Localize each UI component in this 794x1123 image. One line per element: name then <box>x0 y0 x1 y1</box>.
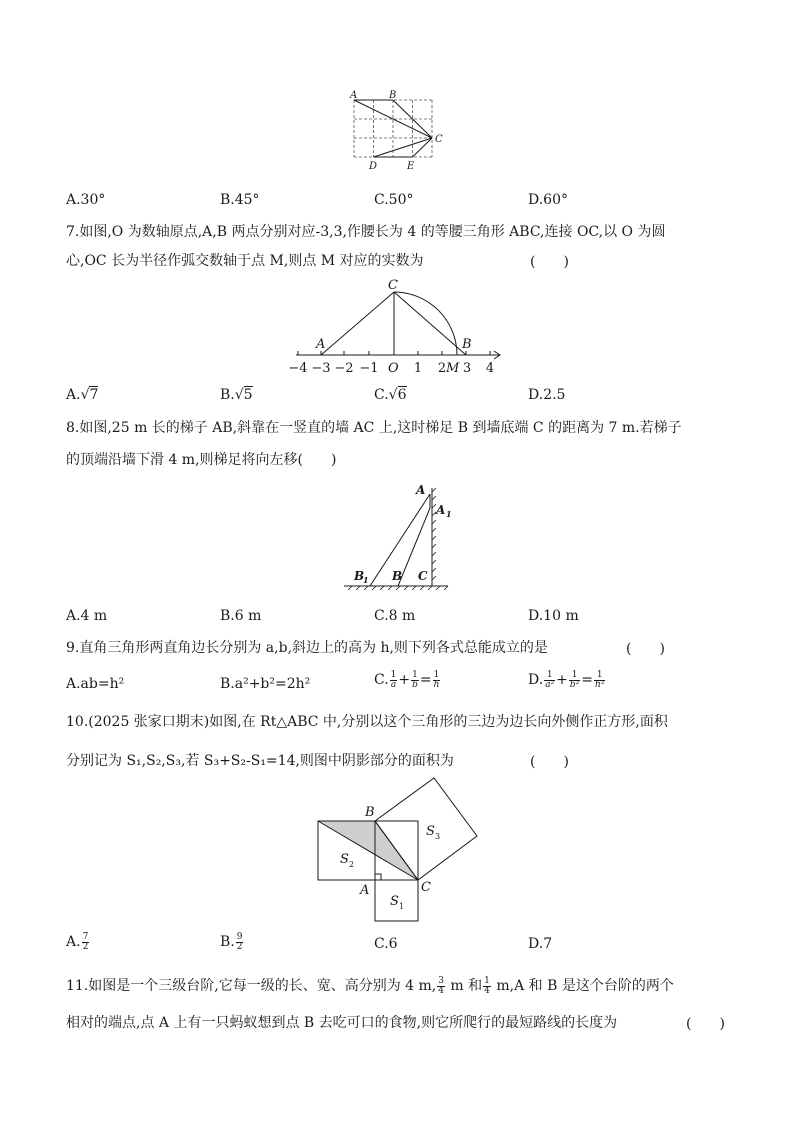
q7-tick-label: −4 <box>288 361 308 376</box>
q6-option-d: D.60° <box>528 192 568 208</box>
q11-answer-bracket: ( ) <box>686 1016 725 1032</box>
q10-label-s3-subscript: 3 <box>435 832 441 841</box>
q8-label-a1-subscript: 1 <box>446 509 452 519</box>
q6-label-b: B <box>389 90 397 101</box>
q6-option-c: C.50° <box>374 192 414 208</box>
q7-tick-label: 3 <box>462 361 472 376</box>
q7-label-b: B <box>462 337 472 352</box>
q7-tick-label: 4 <box>485 361 495 376</box>
fraction-1-over-a-squared: $\frac{1}{\text{a²}}$ <box>545 669 555 690</box>
q10-option-a-num: 7 <box>82 931 89 942</box>
q9-option-d-prefix: D. <box>528 672 544 688</box>
q9-text-line1: 9.直角三角形两直角边长分别为 a,b,斜边上的高为 h,则下列各式总能成立的是 <box>66 640 548 656</box>
q10-option-a-prefix: A. <box>66 934 81 950</box>
q10-option-c <box>374 934 398 954</box>
q8-label-a: A <box>416 483 426 497</box>
q8-text-line1: 8.如图,25 m 长的梯子 AB,斜靠在一竖直的墙 AC 上,这时梯足 B 到墙底端 C 的距离为 7 m.若梯子 <box>66 420 682 436</box>
q7-label-c: C <box>388 278 398 293</box>
q8-label-b1-subscript: 1 <box>363 575 369 585</box>
q7-option-c-prefix: C. <box>374 387 389 403</box>
q10-label-c: C <box>421 880 431 895</box>
fraction-1-over-b: $\frac{1}{b}$ <box>412 669 418 690</box>
q6-option-b: B.45° <box>220 192 260 208</box>
q9-option-b: B.a²+b²=2h² <box>220 676 311 692</box>
q7-option-a-radicand: 7 <box>89 387 99 403</box>
q7-tick-label: 1 <box>413 361 423 376</box>
q7-option-a <box>66 385 98 405</box>
q9-option-d: D. $\frac{1}{\text{a²}}$ + $\frac{1}{\text{b²}}$ = $\frac{1}{\text{h²}}$ <box>528 669 605 690</box>
q7-text-line2: 心,OC 长为半径作弧交数轴于点 M,则点 M 对应的实数为 <box>66 253 424 269</box>
fraction-1-over-a: $\frac{1}{a}$ <box>390 669 397 690</box>
q7-tick-label: 2 <box>437 361 447 376</box>
q7-tick-label: −3 <box>311 361 331 376</box>
q11-text-part1: 11.如图是一个三级台阶,它每一级的长、宽、高分别为 4 m, <box>66 978 437 994</box>
q9-option-c: C. $\frac{1}{a}$ + $\frac{1}{b}$ = $\frac{1}{h}$ <box>374 669 440 690</box>
q10-text-line2: 分别记为 S₁,S₂,S₃,若 S₃+S₂-S₁=14,则图中阴影部分的面积为 <box>66 753 454 769</box>
q10-squares-figure <box>310 775 485 925</box>
q7-option-a-prefix: A. <box>66 387 81 403</box>
q8-option-c: C.8 m <box>374 608 416 624</box>
q11-frac1-den: 4 <box>438 985 444 996</box>
q6-label-d: D <box>369 161 378 170</box>
q10-label-s1: S <box>390 894 399 909</box>
q7-option-c <box>374 385 407 405</box>
q10-option-b-den: 2 <box>236 941 243 952</box>
q10-label-s1-subscript: 1 <box>399 902 405 911</box>
q7-number-line-figure <box>286 276 508 378</box>
q7-label-o: O <box>388 361 399 376</box>
q8-label-a1: A <box>436 503 446 517</box>
q8-label-b1: B <box>354 569 365 583</box>
q11-frac1-num: 3 <box>438 975 444 986</box>
q6-option-a: A.30° <box>66 192 106 208</box>
q11-frac2-den: 4 <box>484 985 490 996</box>
sqrt-sign-icon: √ <box>234 387 244 403</box>
sqrt-sign-icon: √ <box>388 387 398 403</box>
q9-option-c-prefix: C. <box>374 672 389 688</box>
q6-label-e: E <box>407 161 415 170</box>
q6-label-c: C <box>435 134 443 145</box>
q10-option-b <box>220 932 244 952</box>
q10-option-c-prefix: C. <box>374 936 389 952</box>
q10-label-b: B <box>365 805 375 820</box>
q8-label-c: C <box>418 569 428 583</box>
fraction-1-over-h: $\frac{1}{h}$ <box>433 669 440 690</box>
q7-option-c-radicand: 6 <box>397 387 407 403</box>
q7-option-d-value: 2.5 <box>543 387 566 403</box>
fraction-1-over-b-squared: $\frac{1}{\text{b²}}$ <box>569 669 580 690</box>
q11-frac2-num: 1 <box>484 975 490 986</box>
q7-tick-label: −2 <box>334 361 354 376</box>
q10-label-s2: S <box>340 852 349 867</box>
q7-option-d-prefix: D. <box>528 387 544 403</box>
q10-option-d-value: 7 <box>543 936 553 952</box>
q11-text-part3: m,A 和 B 是这个台阶的两个 <box>491 978 674 994</box>
q10-option-d <box>528 934 552 954</box>
q7-option-b <box>220 385 253 405</box>
q7-tick-label: −1 <box>359 361 379 376</box>
q10-label-s2-subscript: 2 <box>349 860 355 869</box>
q11-fraction-three-quarters <box>437 977 445 996</box>
q10-text-line1: 10.(2025 张家口期末)如图,在 Rt△ABC 中,分别以这个三角形的三边为边长向外侧作正方形,面积 <box>66 714 668 730</box>
q7-option-b-radicand: 5 <box>243 387 253 403</box>
sqrt-sign-icon: √ <box>80 387 90 403</box>
q8-ladder-figure <box>340 478 460 594</box>
q11-fraction-one-quarter <box>483 977 491 996</box>
q7-label-a: A <box>316 337 326 352</box>
q8-option-b: B.6 m <box>220 608 262 624</box>
q10-option-b-num: 9 <box>236 931 243 942</box>
q11-text-line1 <box>66 976 674 996</box>
q8-option-a: A.4 m <box>66 608 108 624</box>
q10-answer-bracket: ( ) <box>530 754 569 770</box>
q10-label-a: A <box>360 883 370 898</box>
q7-text-line1: 7.如图,O 为数轴原点,A,B 两点分别对应-3,3,作腰长为 4 的等腰三角形 ABC,连接 OC,以 O 为圆 <box>66 224 666 240</box>
q10-option-c-value: 6 <box>388 936 398 952</box>
q11-text-line2: 相对的端点,点 A 上有一只蚂蚁想到点 B 去吃可口的食物,则它所爬行的最短路线的长度为 <box>66 1015 618 1031</box>
q10-option-a-fraction <box>82 933 90 952</box>
q10-option-d-prefix: D. <box>528 936 544 952</box>
q10-option-a <box>66 932 90 952</box>
fraction-1-over-h-squared: $\frac{1}{\text{h²}}$ <box>595 669 605 690</box>
q11-text-part2: m 和 <box>445 978 483 994</box>
q9-answer-bracket: ( ) <box>626 641 665 657</box>
q9-option-a: A.ab=h² <box>66 676 125 692</box>
q6-grid-figure <box>340 86 455 170</box>
q10-label-s3: S <box>426 824 435 839</box>
q8-option-d: D.10 m <box>528 608 579 624</box>
q10-option-b-fraction <box>236 933 244 952</box>
q7-option-d <box>528 385 565 405</box>
q6-label-a: A <box>350 90 358 101</box>
q10-option-b-prefix: B. <box>220 934 235 950</box>
q7-answer-bracket: ( ) <box>530 254 569 270</box>
q10-option-a-den: 2 <box>82 941 89 952</box>
q7-option-b-prefix: B. <box>220 387 235 403</box>
q8-label-b: B <box>392 569 403 583</box>
q7-label-m: M <box>446 361 460 376</box>
q8-text-line2: 的顶端沿墙下滑 4 m,则梯足将向左移( ) <box>66 452 337 468</box>
